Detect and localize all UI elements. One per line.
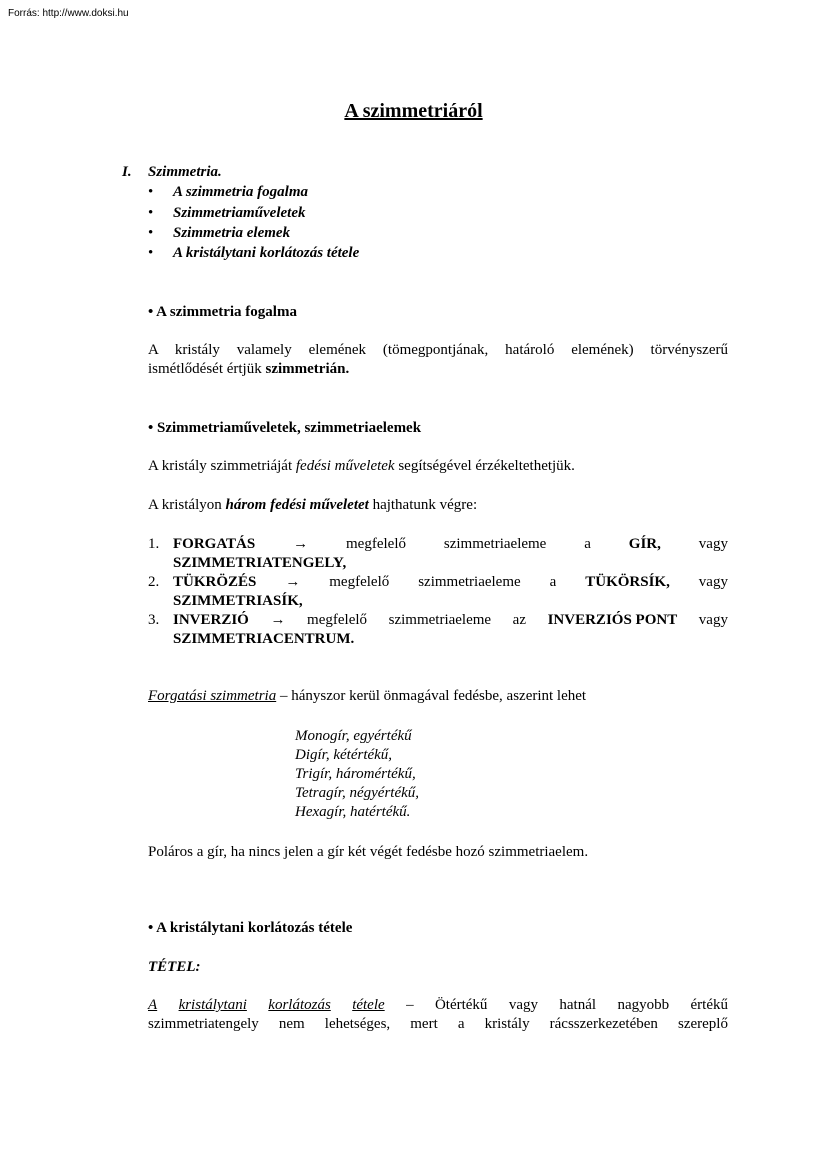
term: GÍR,: [628, 536, 661, 552]
word: szimmetriatengely: [148, 1016, 259, 1032]
list-item: [173, 574, 728, 591]
word: Ötértékű: [434, 997, 488, 1013]
list-number: 3.: [148, 612, 160, 628]
term: INVERZIÓS PONT: [547, 612, 678, 628]
gyre-item: Tetragír, négyértékű,: [295, 785, 420, 801]
paragraph: [148, 497, 477, 514]
toc-item: A szimmetria fogalma: [173, 184, 309, 200]
toc-heading: Szimmetria.: [148, 164, 222, 180]
list-item: [173, 536, 728, 553]
emphasis: fedési műveletek: [295, 458, 395, 474]
toc-numeral: I.: [122, 164, 132, 180]
word: vagy: [508, 997, 538, 1013]
word: rácsszerkezetében: [549, 1016, 658, 1032]
word: nem: [278, 1016, 305, 1032]
word: megfelelő: [329, 574, 390, 590]
word: megfelelő: [307, 612, 368, 628]
term-link: Forgatási szimmetria: [148, 688, 277, 704]
word: vagy: [698, 574, 728, 590]
toc-bullet: •: [148, 205, 154, 221]
list-item-continuation: SZIMMETRIATENGELY,: [173, 555, 347, 571]
toc-item: Szimmetria elemek: [173, 225, 291, 241]
word: lehetséges,: [324, 1016, 391, 1032]
word: vagy: [698, 612, 728, 628]
gyre-item: Monogír, egyértékű: [295, 728, 412, 744]
source-note: Forrás: http://www.doksi.hu: [8, 8, 129, 19]
word: a: [457, 1016, 465, 1032]
paragraph-line: A kristály valamely elemének (tömegpontjának, határoló elemének) törvényszerű: [148, 342, 728, 358]
text-run: – hányszor kerül önmagával fedésbe, aszerint lehet: [276, 688, 587, 704]
word: korlátozás: [268, 997, 331, 1013]
gyre-item: Trigír, háromértékű,: [295, 766, 416, 782]
arrow-icon: →: [293, 536, 309, 552]
text-run: segítségével érzékeltethetjük.: [394, 458, 575, 474]
paragraph: [148, 688, 586, 705]
toc-bullet: •: [148, 245, 154, 261]
word: a: [549, 574, 557, 590]
theorem-label: TÉTEL:: [148, 959, 201, 975]
emphasis: három fedési műveletet: [225, 497, 369, 513]
word: szimmetriaeleme: [418, 574, 521, 590]
toc-bullet: •: [148, 184, 154, 200]
word: szimmetriaeleme: [388, 612, 492, 628]
paragraph: Poláros a gír, ha nincs jelen a gír két végét fedésbe hozó szimmetriaelem.: [148, 844, 589, 860]
term: FORGATÁS: [173, 536, 256, 552]
section-heading: • A szimmetria fogalma: [148, 304, 297, 320]
word: megfelelő: [346, 536, 406, 552]
word: a: [584, 536, 591, 552]
word: –: [406, 997, 414, 1013]
word: értékű: [690, 997, 728, 1013]
word: az: [512, 612, 526, 628]
word: kristálytani: [178, 997, 247, 1013]
list-number: 1.: [148, 536, 160, 552]
page-title: A szimmetriáról: [344, 100, 483, 122]
paragraph: [148, 458, 575, 475]
emphasis: szimmetrián.: [265, 361, 350, 377]
word: vagy: [698, 536, 728, 552]
toc-item: Szimmetriaműveletek: [173, 205, 306, 221]
word: szimmetriaeleme: [443, 536, 547, 552]
toc-bullet: •: [148, 225, 154, 241]
gyre-item: Digír, kétértékű,: [295, 747, 393, 763]
text-run: A kristályon: [148, 497, 226, 513]
list-item-continuation: SZIMMETRIASÍK,: [173, 593, 303, 609]
list-item-continuation: SZIMMETRIACENTRUM.: [173, 631, 355, 647]
word: szereplő: [678, 1016, 728, 1032]
paragraph-line: [148, 1016, 728, 1033]
word: A: [148, 997, 158, 1013]
word: kristály: [484, 1016, 530, 1032]
term: TÜKÖRSÍK,: [585, 574, 670, 590]
section-heading: • Szimmetriaműveletek, szimmetriaelemek: [148, 420, 422, 436]
list-item: [173, 612, 728, 629]
arrow-icon: →: [285, 574, 301, 590]
word: nagyobb: [617, 997, 670, 1013]
text-run: ismétlődését értjük: [148, 361, 266, 377]
word: mert: [410, 1016, 438, 1032]
toc-item: A kristálytani korlátozás tétele: [173, 245, 360, 261]
text-run: A kristály szimmetriáját: [148, 458, 296, 474]
arrow-icon: →: [270, 612, 286, 628]
paragraph-line: [148, 997, 728, 1014]
gyre-item: Hexagír, hatértékű.: [295, 804, 411, 820]
text-run: hajthatunk végre:: [368, 497, 478, 513]
word: tétele: [352, 997, 385, 1013]
list-number: 2.: [148, 574, 160, 590]
term: TÜKRÖZÉS: [173, 574, 257, 590]
paragraph-line: [148, 361, 349, 378]
section-heading: • A kristálytani korlátozás tétele: [148, 920, 353, 936]
term: INVERZIÓ: [173, 612, 249, 628]
word: hatnál: [559, 997, 597, 1013]
